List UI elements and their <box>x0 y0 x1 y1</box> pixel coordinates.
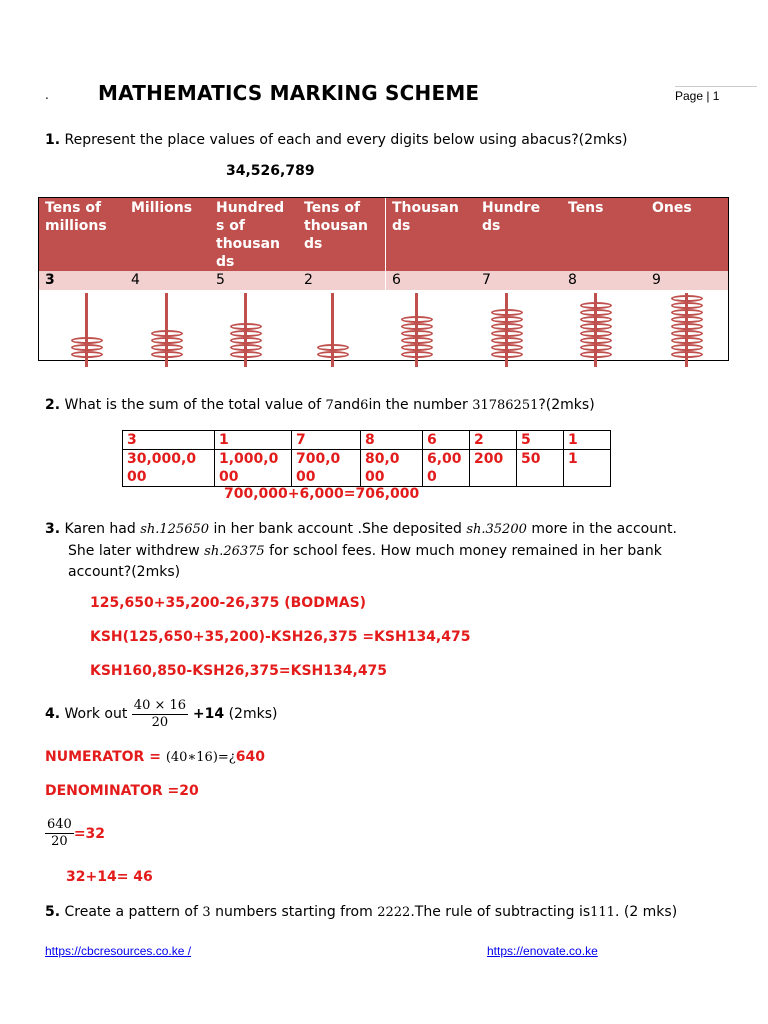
question-text: She later withdrew <box>68 543 205 559</box>
number: 111 <box>590 905 615 920</box>
abacus-bead <box>580 330 612 337</box>
fraction: $\frac{640}{20}$ <box>47 817 72 849</box>
abacus-bead <box>491 323 523 330</box>
fraction: $\frac{40 \times 16}{20}$ <box>133 697 187 730</box>
abacus-bead <box>151 337 183 344</box>
col-header-tens-of-millions: Tens of millions <box>45 200 107 234</box>
table-cell: 700,0 00 <box>292 450 361 487</box>
question-number: 1. <box>45 132 61 148</box>
abacus-bead <box>317 344 349 351</box>
place-value-table <box>122 430 611 487</box>
table-cell: 8 <box>361 431 423 450</box>
question-text: Karen had <box>64 521 141 537</box>
abacus-bead <box>580 337 612 344</box>
table-cell: 3 <box>123 431 215 450</box>
question-text: . (2 mks) <box>614 904 678 920</box>
abacus-bead <box>580 344 612 351</box>
abacus-bead <box>671 337 703 344</box>
digit-tens-of-millions: 3 <box>45 272 55 288</box>
question-text: and <box>333 397 361 413</box>
question-text: in her bank account .She deposited <box>209 521 467 537</box>
abacus-bead <box>401 344 433 351</box>
abacus-bead <box>491 330 523 337</box>
abacus-bead <box>491 344 523 351</box>
abacus-bead <box>230 330 262 337</box>
abacus-bead <box>401 323 433 330</box>
abacus-bead <box>71 351 103 358</box>
digit-tens: 8 <box>568 272 577 288</box>
question-3 <box>45 519 677 540</box>
table-cell: 1,000,0 00 <box>215 450 292 487</box>
answer-line: KSH160,850-KSH26,375=KSH134,475 <box>90 663 388 679</box>
digit-hundreds: 7 <box>482 272 491 288</box>
answer-line: KSH(125,650+35,200)-KSH26,375 =KSH134,475 <box>90 629 471 645</box>
abacus-bead <box>230 337 262 344</box>
marks: (2mks) <box>224 706 278 722</box>
col-header-thousands: Thousan ds <box>392 200 459 234</box>
table-cell: 200 <box>470 450 517 487</box>
table-cell: 80,0 00 <box>361 450 423 487</box>
abacus-bead <box>151 344 183 351</box>
question-text: more in the account. <box>526 521 677 537</box>
abacus-bead <box>151 351 183 358</box>
abacus-bead <box>491 309 523 316</box>
abacus-bead <box>671 309 703 316</box>
question-text: Work out <box>64 706 132 722</box>
abacus-bead <box>401 316 433 323</box>
question-3-line-3: account?(2mks) <box>68 564 181 580</box>
abacus-bead <box>671 351 703 358</box>
question-2 <box>45 395 595 416</box>
question-text: numbers starting from <box>210 904 378 920</box>
question-text: +14 <box>188 706 225 722</box>
col-header-tens: Tens <box>568 200 604 216</box>
abacus-bead <box>580 316 612 323</box>
table-row <box>123 431 611 450</box>
leading-dot: . <box>45 88 49 102</box>
abacus-bead <box>580 302 612 309</box>
abacus-bead <box>671 330 703 337</box>
amount: sh.26375 <box>204 544 265 559</box>
abacus-bead <box>671 316 703 323</box>
digit-millions: 4 <box>131 272 140 288</box>
question-number: 2. <box>45 397 61 413</box>
table-cell: 6,00 0 <box>423 450 470 487</box>
abacus-bead <box>671 344 703 351</box>
abacus-bead <box>580 323 612 330</box>
digit-hundreds-of-thousands: 5 <box>216 272 225 288</box>
digit-six: 6 <box>360 398 369 413</box>
col-header-ones: Ones <box>652 200 692 216</box>
page-title: MATHEMATICS MARKING SCHEME <box>98 81 480 105</box>
answer-line: 125,650+35,200-26,375 (BODMAS) <box>90 595 367 611</box>
answer-final: 32+14= 46 <box>66 869 153 885</box>
abacus-bead <box>401 351 433 358</box>
abacus-table <box>38 197 729 361</box>
question-text: Create a pattern of <box>64 904 203 920</box>
question-5 <box>45 902 677 923</box>
abacus-bead <box>230 323 262 330</box>
footer-link-enovate[interactable]: https://enovate.co.ke <box>487 944 598 958</box>
abacus-bead <box>401 337 433 344</box>
abacus-bead <box>671 295 703 302</box>
abacus-bead <box>671 323 703 330</box>
given-number: 34,526,789 <box>226 163 315 179</box>
question-text: ?(2mks) <box>538 397 595 413</box>
abacus-bead <box>580 351 612 358</box>
digit-tens-of-thousands: 2 <box>304 272 313 288</box>
abacus-bead <box>491 351 523 358</box>
answer-denominator: DENOMINATOR =20 <box>45 783 199 799</box>
question-text: Represent the place values of each and every digits below using abacus?(2mks) <box>64 132 628 148</box>
abacus-bead <box>671 302 703 309</box>
column-divider <box>385 198 386 290</box>
amount: sh.35200 <box>466 522 527 537</box>
col-header-hundreds-of-thousands: Hundred s of thousan ds <box>216 200 285 270</box>
col-header-hundreds: Hundre ds <box>482 200 541 234</box>
table-cell: 7 <box>292 431 361 450</box>
abacus-bead <box>71 344 103 351</box>
table-cell: 6 <box>423 431 470 450</box>
question-1 <box>45 130 628 151</box>
abacus-bead <box>230 351 262 358</box>
abacus-header-row <box>39 198 728 271</box>
digit-seven: 7 <box>325 398 334 413</box>
abacus-bead <box>491 337 523 344</box>
question-number: 4. <box>45 706 61 722</box>
page-number: Page | 1 <box>675 89 720 103</box>
answer-numerator: NUMERATOR = (40∗16)=¿640 <box>45 749 265 765</box>
abacus-bead <box>71 337 103 344</box>
table-cell: 1 <box>564 450 611 487</box>
col-header-millions: Millions <box>131 200 193 216</box>
abacus-bead <box>491 316 523 323</box>
question-3-line-2 <box>68 541 662 562</box>
answer-line: 700,000+6,000=706,000 <box>224 486 420 502</box>
table-cell: 5 <box>517 431 564 450</box>
question-text: .The rule of subtracting is <box>410 904 591 920</box>
number: 2222 <box>377 905 411 920</box>
abacus-digit-row <box>39 271 728 290</box>
abacus-bead <box>230 344 262 351</box>
question-text: in the number <box>368 397 473 413</box>
table-cell: 50 <box>517 450 564 487</box>
abacus-bead <box>151 330 183 337</box>
table-cell: 1 <box>215 431 292 450</box>
footer-link-cbcresources[interactable]: https://cbcresources.co.ke / <box>45 944 192 958</box>
question-4 <box>45 697 277 731</box>
answer-fraction: $\frac{640}{20}$ =32 <box>47 817 106 849</box>
given-number: 31786251 <box>472 398 539 413</box>
col-header-tens-of-thousands: Tens of thousan ds <box>304 200 368 252</box>
question-number: 3. <box>45 521 61 537</box>
question-text: What is the sum of the total value of <box>64 397 326 413</box>
table-row <box>123 450 611 487</box>
abacus-bead <box>401 330 433 337</box>
abacus-bead <box>317 351 349 358</box>
table-cell: 2 <box>470 431 517 450</box>
table-cell: 30,000,0 00 <box>123 450 215 487</box>
digit-ones: 9 <box>652 272 661 288</box>
question-text: for school fees. How much money remained in her bank <box>264 543 662 559</box>
question-number: 5. <box>45 904 61 920</box>
amount: sh.125650 <box>140 522 210 537</box>
table-cell: 1 <box>564 431 611 450</box>
digit-thousands: 6 <box>392 272 401 288</box>
number: 3 <box>202 905 211 920</box>
abacus-bead <box>580 309 612 316</box>
